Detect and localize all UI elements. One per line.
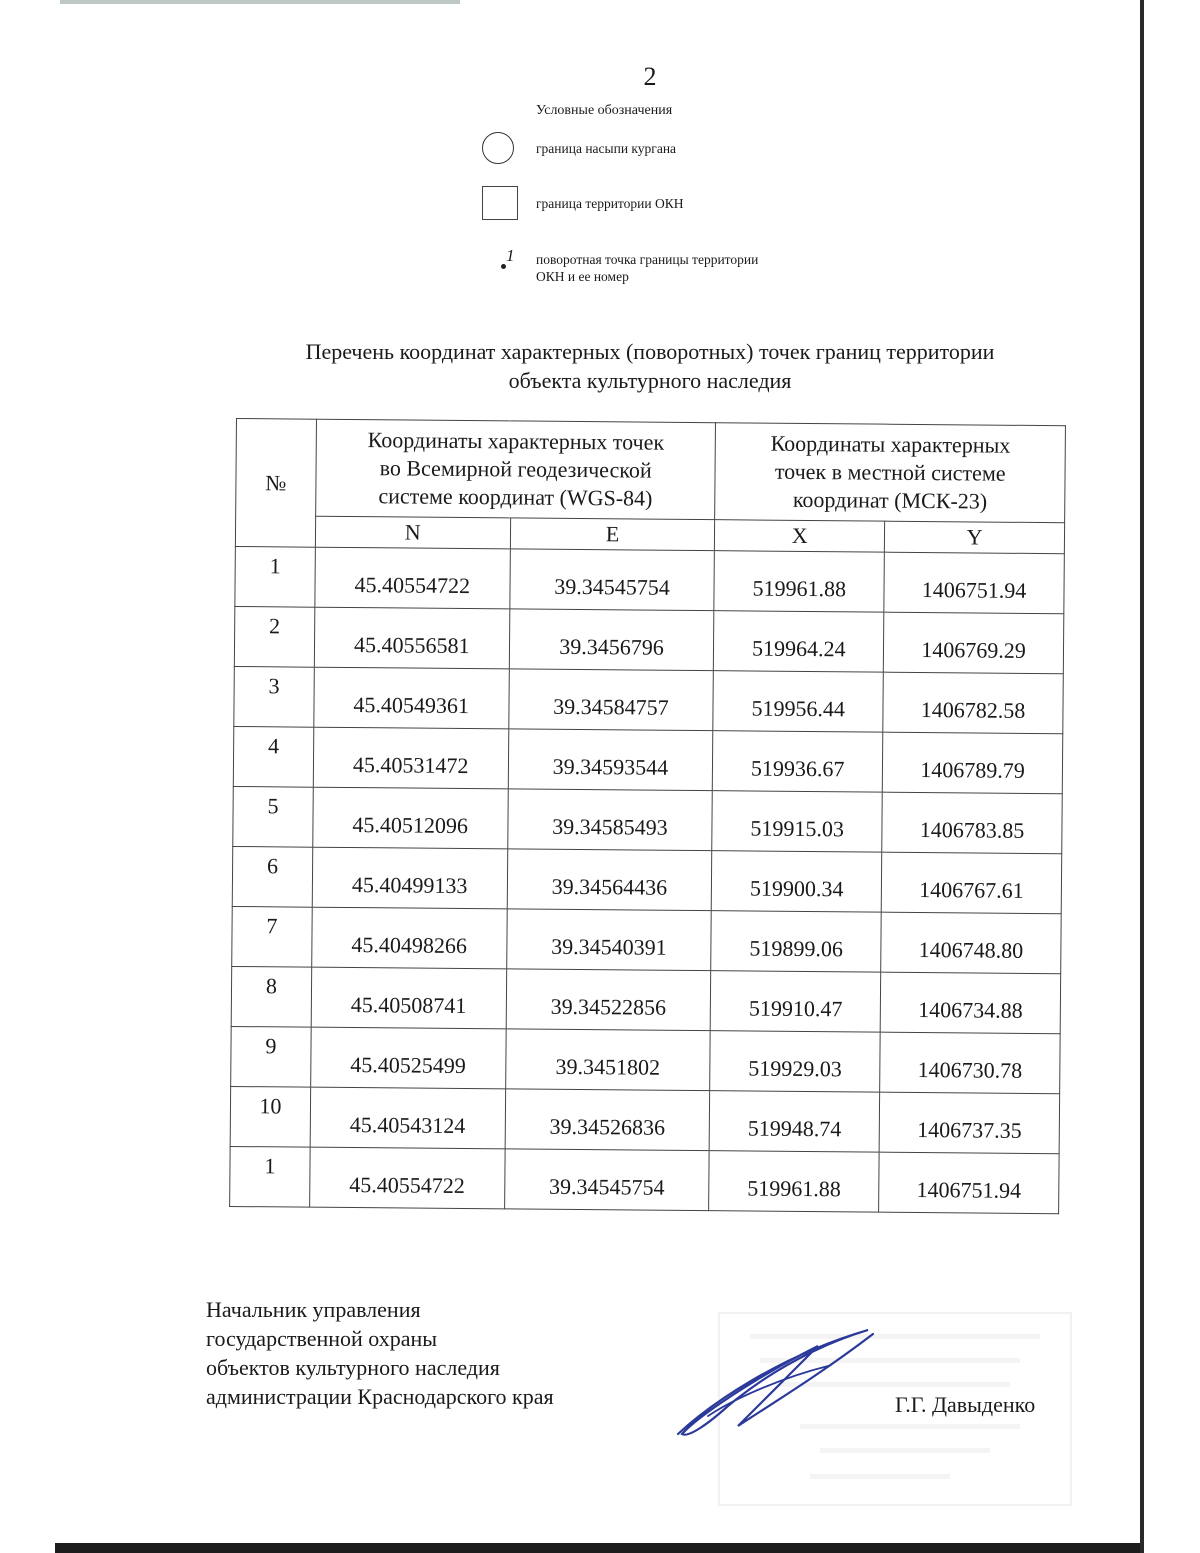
cell-e: 39.34585493 — [507, 789, 712, 851]
cell-e: 39.3456796 — [509, 609, 714, 671]
cell-n: 45.40512096 — [313, 787, 508, 849]
cell-x: 519899.06 — [711, 911, 881, 972]
cell-e: 39.3451802 — [505, 1029, 710, 1091]
cell-x: 519900.34 — [712, 851, 882, 912]
cell-y: 1406767.61 — [881, 852, 1061, 914]
cell-number: 7 — [232, 906, 312, 967]
header-wgs84: Координаты характерных точек во Всемирной геодезической системе координат (WGS-84) — [315, 419, 715, 519]
cell-x: 519961.88 — [714, 551, 884, 612]
header-x: X — [715, 520, 885, 552]
cell-x: 519915.03 — [712, 791, 882, 852]
cell-y: 1406751.94 — [884, 552, 1064, 614]
cell-y: 1406769.29 — [883, 612, 1063, 674]
cell-e: 39.34584757 — [508, 669, 713, 731]
cell-e: 39.34564436 — [507, 849, 712, 911]
cell-x: 519910.47 — [711, 971, 881, 1032]
signatory-title: Начальник управления государственной охраны объектов культурного наследия администрации Краснодарского края — [206, 1297, 554, 1409]
table-row — [230, 1146, 1059, 1213]
cell-y: 1406751.94 — [879, 1152, 1059, 1214]
cell-y: 1406730.78 — [880, 1032, 1060, 1094]
list-title: Перечень координат характерных (поворотных) точек границ территории объекта культурного наследия — [305, 339, 995, 393]
turning-point-number: 1 — [506, 246, 515, 265]
cell-y: 1406783.85 — [882, 792, 1062, 854]
signature-icon — [668, 1316, 888, 1446]
cell-x: 519948.74 — [709, 1091, 879, 1152]
cell-y: 1406748.80 — [881, 912, 1061, 974]
table-row — [233, 786, 1062, 853]
header-msk23: Координаты характерных точек в местной системе координат (МСК-23) — [715, 423, 1065, 523]
header-y: Y — [885, 521, 1065, 554]
cell-number: 10 — [230, 1086, 310, 1147]
table-row — [231, 966, 1060, 1033]
cell-e: 39.34526836 — [505, 1089, 710, 1151]
cell-number: 2 — [234, 606, 314, 667]
cell-e: 39.34545754 — [509, 549, 714, 611]
scan-edge-bottom — [55, 1543, 1140, 1553]
cell-y: 1406734.88 — [880, 972, 1060, 1034]
cell-y: 1406737.35 — [879, 1092, 1059, 1154]
cell-x: 519929.03 — [710, 1031, 880, 1092]
table-row — [234, 606, 1063, 673]
cell-x: 519956.44 — [713, 671, 883, 732]
cell-y: 1406789.79 — [882, 732, 1062, 794]
header-e: E — [510, 518, 715, 551]
legend-item-turning-point — [482, 246, 759, 284]
table-row — [233, 726, 1062, 793]
cell-number: 9 — [231, 1026, 311, 1087]
cell-number: 4 — [233, 726, 313, 787]
cell-number: 1 — [230, 1146, 310, 1207]
cell-e: 39.34522856 — [506, 969, 711, 1031]
signatory-name: Г.Г. Давыденко — [895, 1392, 1036, 1417]
cell-n: 45.40499133 — [312, 847, 507, 909]
legend-label: граница территории ОКН — [536, 196, 684, 211]
table-row — [232, 906, 1061, 973]
cell-n: 45.40543124 — [310, 1087, 505, 1149]
legend-label: поворотная точка границы территории ОКН и ее номер — [536, 252, 759, 284]
header-n: N — [315, 516, 510, 549]
cell-n: 45.40549361 — [314, 667, 509, 729]
header-number: № — [235, 419, 316, 548]
table-row — [234, 666, 1063, 733]
cell-n: 45.40525499 — [311, 1027, 506, 1089]
cell-number: 8 — [231, 966, 311, 1027]
cell-n: 45.40508741 — [311, 967, 506, 1029]
cell-e: 39.34540391 — [506, 909, 711, 971]
table-row — [232, 846, 1061, 913]
cell-x: 519936.67 — [713, 731, 883, 792]
cell-e: 39.34545754 — [504, 1149, 709, 1211]
cell-x: 519964.24 — [714, 611, 884, 672]
cell-e: 39.34593544 — [508, 729, 713, 791]
cell-n: 45.40498266 — [312, 907, 507, 969]
legend-label: граница насыпи кургана — [536, 141, 677, 156]
cell-n: 45.40556581 — [314, 607, 509, 669]
table-row — [231, 1026, 1060, 1093]
cell-n: 45.40554722 — [315, 547, 510, 609]
cell-n: 45.40531472 — [313, 727, 508, 789]
cell-number: 1 — [235, 546, 315, 607]
circle-icon — [482, 132, 514, 164]
cell-number: 5 — [233, 786, 313, 847]
turning-point-icon — [482, 246, 518, 280]
cell-n: 45.40554722 — [309, 1147, 504, 1209]
table-row — [235, 546, 1064, 613]
page-number: 2 — [643, 62, 657, 91]
cell-y: 1406782.58 — [883, 672, 1063, 734]
table-row — [230, 1086, 1059, 1153]
legend-title: Условные обозначения — [536, 103, 673, 118]
square-icon — [482, 186, 518, 220]
cell-number: 3 — [234, 666, 314, 727]
coordinates-table — [229, 418, 1066, 1214]
cell-x: 519961.88 — [709, 1151, 879, 1212]
scan-edge-right — [1140, 0, 1144, 1553]
scan-edge-top — [60, 0, 460, 4]
cell-number: 6 — [232, 846, 312, 907]
